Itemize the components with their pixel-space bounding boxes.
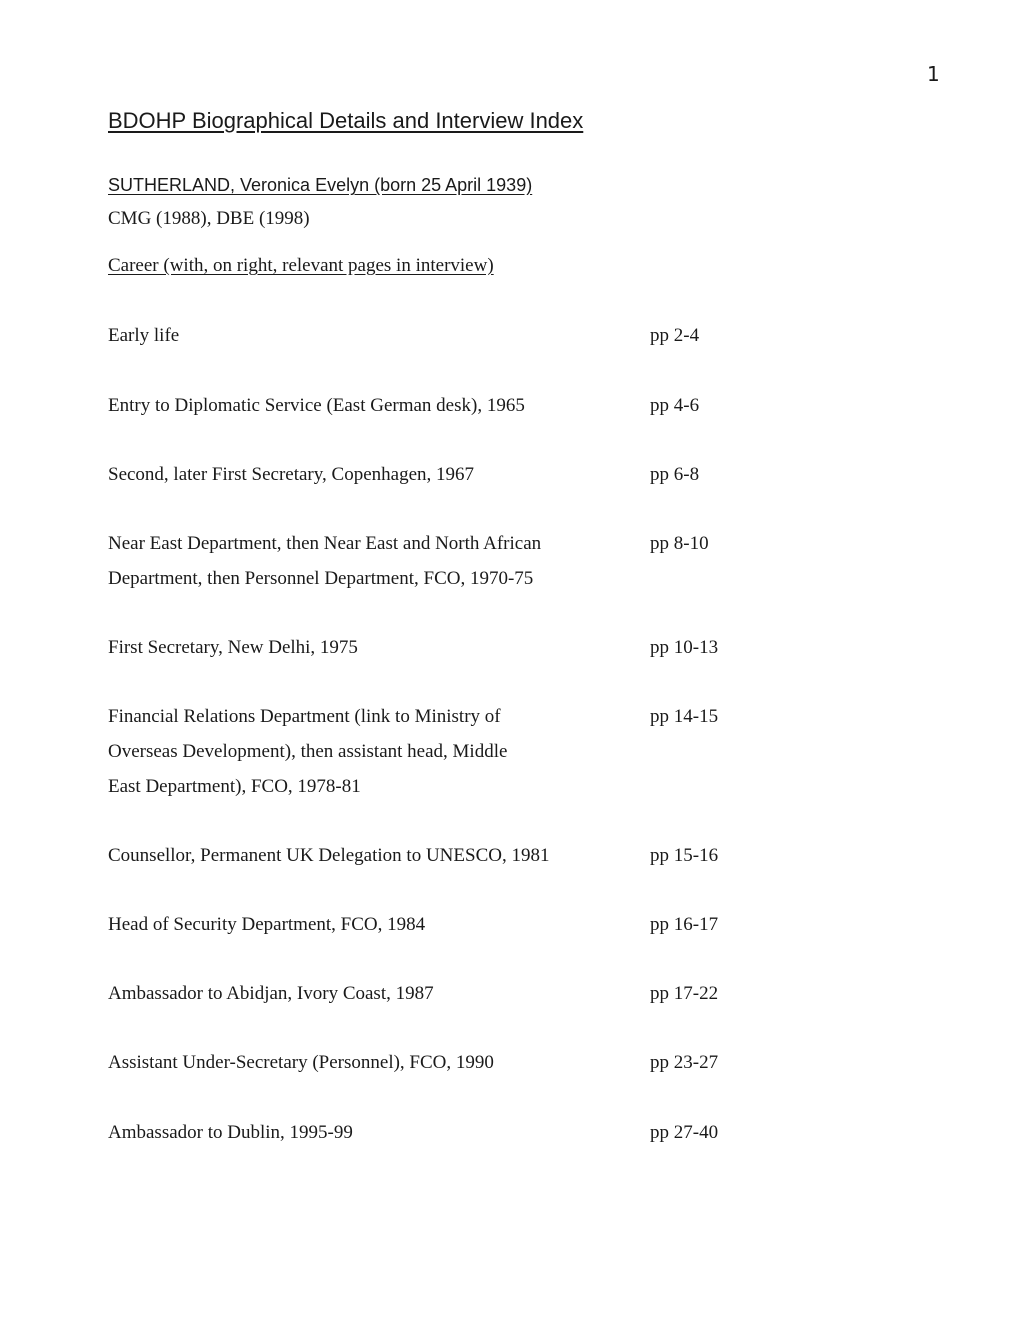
career-role: Ambassador to Abidjan, Ivory Coast, 1987 [108,983,434,1004]
subject-name: SUTHERLAND, Veronica Evelyn (born 25 April 1939) [108,175,533,195]
career-role: Near East Department, then Near East and North African Department, then Personnel Department, FCO, 1970-75 [108,533,542,589]
career-heading: Career (with, on right, relevant pages in interview) [108,255,494,276]
career-pages: pp 23-27 [650,1052,719,1073]
career-pages: pp 4-6 [650,395,700,416]
career-role: Financial Relations Department (link to Ministry of Overseas Development), then assistant head, Middle East Department), FCO, 1978-81 [108,706,508,797]
career-pages: pp 17-22 [650,983,719,1004]
career-pages: pp 15-16 [650,845,719,866]
career-pages: pp 8-10 [650,533,709,554]
career-role: Assistant Under-Secretary (Personnel), FCO, 1990 [108,1052,494,1073]
career-role: Early life [108,325,180,346]
career-pages: pp 10-13 [650,637,719,658]
career-pages: pp 2-4 [650,325,700,346]
career-role: Head of Security Department, FCO, 1984 [108,914,426,935]
career-role: Entry to Diplomatic Service (East German desk), 1965 [108,395,525,416]
career-pages: pp 16-17 [650,914,719,935]
career-role: Ambassador to Dublin, 1995-99 [108,1122,353,1143]
career-pages: pp 27-40 [650,1122,719,1143]
career-pages: pp 6-8 [650,464,700,485]
career-role: First Secretary, New Delhi, 1975 [108,637,358,658]
career-role: Second, later First Secretary, Copenhagen, 1967 [108,464,475,485]
page-number: 1 [927,62,940,86]
career-pages: pp 14-15 [650,706,719,727]
career-role: Counsellor, Permanent UK Delegation to UNESCO, 1981 [108,845,550,866]
document-title: BDOHP Biographical Details and Interview Index [108,108,584,133]
honours: CMG (1988), DBE (1998) [108,208,310,229]
